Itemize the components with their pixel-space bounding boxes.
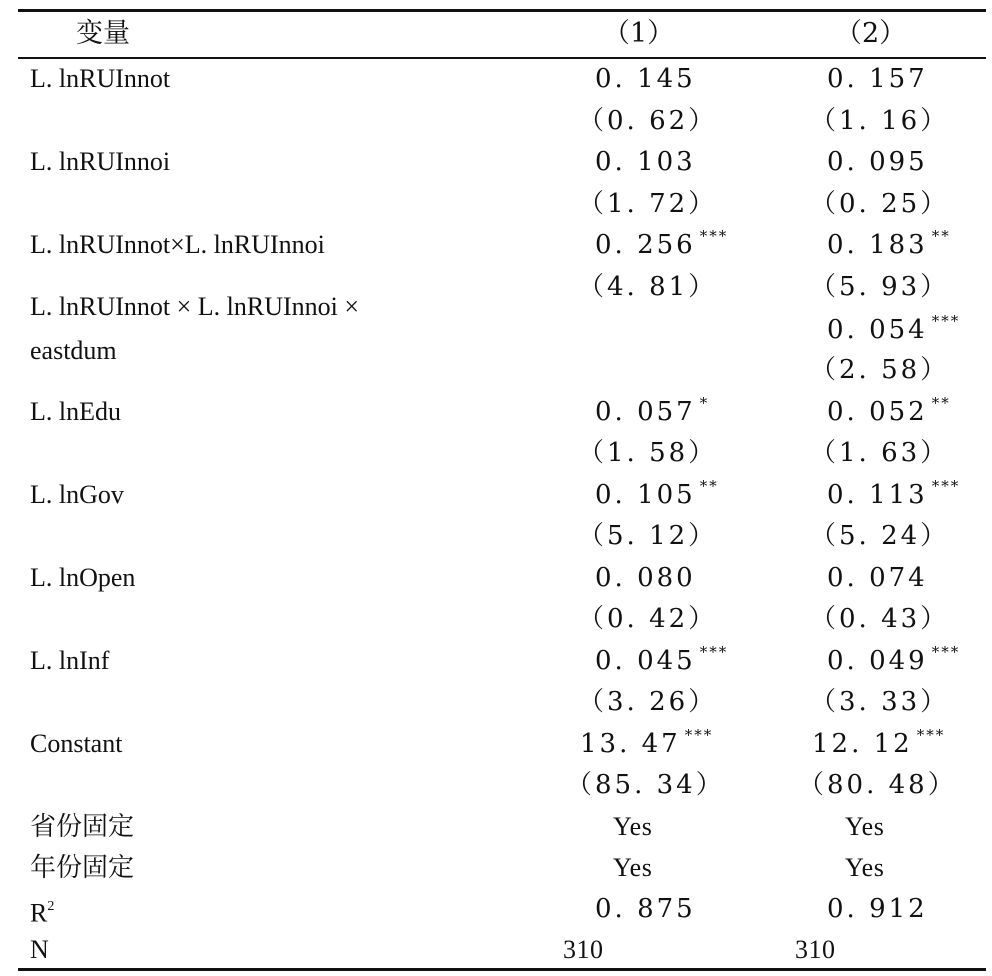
coef-col2: 12. 12 *** — [812, 726, 946, 759]
coef-col2: 0. 157 — [827, 64, 928, 94]
coef-col2: 0. 095 — [827, 147, 928, 177]
n-col2: 310 — [795, 935, 836, 964]
tstat-col2: （5. 93） — [810, 272, 950, 302]
year-fixed-col1: Yes — [613, 853, 653, 882]
coef-col1: 0. 045 *** — [595, 643, 729, 676]
header-variable: 变量 — [76, 18, 130, 49]
significance-stars: ** — [699, 477, 719, 495]
significance-stars: ** — [931, 227, 951, 245]
significance-stars: *** — [684, 726, 714, 744]
tstat-col2: （0. 25） — [810, 189, 950, 219]
significance-stars: *** — [931, 312, 961, 330]
coef-col1: 0. 103 — [595, 147, 696, 177]
tstat-col1: （0. 62） — [578, 106, 718, 136]
tstat-col1: （85. 34） — [566, 770, 725, 800]
coef-col1: 0. 105 ** — [595, 477, 719, 510]
coef-col1: 0. 256 *** — [595, 227, 729, 260]
tstat-col2: （1. 63） — [810, 438, 950, 468]
tstat-col1: （1. 58） — [578, 438, 718, 468]
coef-col2: 0. 052 ** — [827, 394, 951, 427]
significance-stars: *** — [931, 643, 961, 661]
province-fixed-label: 省份固定 — [30, 812, 135, 841]
year-fixed-col2: Yes — [845, 853, 885, 882]
significance-stars: *** — [699, 227, 729, 245]
significance-stars: ** — [931, 394, 951, 412]
year-fixed-label: 年份固定 — [30, 853, 135, 882]
table-bottom-rule — [18, 968, 986, 971]
coef-col1: 0. 080 — [595, 563, 696, 593]
significance-stars: * — [699, 394, 710, 412]
coef-col2: 0. 074 — [827, 563, 928, 593]
coef-col2: 0. 113 *** — [827, 477, 961, 510]
row-name: L. lnRUInnoi — [30, 147, 171, 176]
row-name: L. lnRUInnot×L. lnRUInnoi — [30, 230, 325, 259]
coef-col2: 0. 054 *** — [827, 312, 961, 345]
n-col1: 310 — [563, 935, 604, 964]
coef-col1: 0. 057 * — [595, 394, 710, 427]
tstat-col2: （5. 24） — [810, 521, 950, 551]
table-top-rule — [18, 9, 986, 12]
coef-col2: 0. 183 ** — [827, 227, 951, 260]
significance-stars: *** — [699, 643, 729, 661]
table-header-rule — [18, 57, 986, 59]
tstat-col2: （1. 16） — [810, 106, 950, 136]
tstat-col2: （3. 33） — [810, 687, 950, 717]
tstat-col2: （0. 43） — [810, 604, 950, 634]
tstat-col1: （4. 81） — [578, 272, 718, 302]
header-col1: （1） — [603, 18, 675, 49]
row-name: L. lnRUInnot — [30, 64, 171, 93]
tstat-col1: （1. 72） — [578, 189, 718, 219]
province-fixed-col1: Yes — [613, 812, 653, 841]
row-name-line2: eastdum — [30, 336, 117, 365]
row-name-line1: L. lnRUInnot × L. lnRUInnoi × — [30, 292, 360, 321]
coef-col2: 0. 049 *** — [827, 643, 961, 676]
row-name: L. lnGov — [30, 480, 124, 509]
row-name: L. lnEdu — [30, 397, 121, 426]
n-label: N — [30, 935, 49, 964]
tstat-col1: （5. 12） — [578, 521, 718, 551]
row-name: L. lnOpen — [30, 563, 136, 592]
tstat-col2: （80. 48） — [798, 770, 957, 800]
row-name: L. lnInf — [30, 646, 110, 675]
coef-col1: 13. 47 *** — [580, 726, 714, 759]
coef-col1: 0. 145 — [595, 64, 696, 94]
tstat-col1: （0. 42） — [578, 604, 718, 634]
tstat-col1: （3. 26） — [578, 687, 718, 717]
r-squared-col2: 0. 912 — [827, 894, 928, 924]
province-fixed-col2: Yes — [845, 812, 885, 841]
significance-stars: *** — [931, 477, 961, 495]
r-squared-col1: 0. 875 — [595, 894, 696, 924]
tstat-col2: （2. 58） — [810, 355, 950, 385]
row-name: Constant — [30, 729, 123, 758]
significance-stars: *** — [916, 726, 946, 744]
r-squared-label: $R^2$ — [30, 898, 55, 928]
header-col2: （2） — [835, 18, 907, 49]
